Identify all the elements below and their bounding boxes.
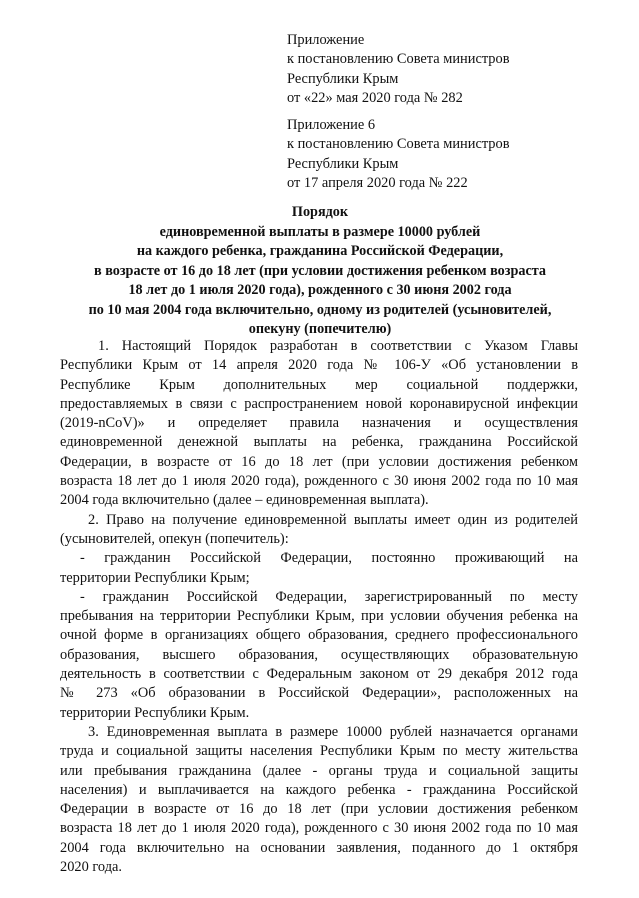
body-line: предоставляемых в связи с распространением новой коронавирусной инфекции xyxy=(60,395,578,412)
title-line: в возрасте от 16 до 18 лет (при условии достижения ребенком возраста xyxy=(93,262,546,279)
title-line: по 10 мая 2004 года включительно, одному из родителей (усыновителей, xyxy=(88,301,552,318)
body-line: 2020 года. xyxy=(60,859,123,876)
body-line: 3. Единовременная выплата в размере 10000 рублей назначается органами xyxy=(88,723,578,740)
document-title xyxy=(40,203,600,340)
body-line: Республики Крым от 14 апреля 2020 года № 106-У «Об установлении в xyxy=(60,357,578,374)
title-line: единовременной выплаты в размере 10000 рублей xyxy=(159,223,481,240)
body-line: единовременной денежной выплаты на ребенка, гражданина Российской xyxy=(60,434,578,451)
title-line: на каждого ребенка, гражданина Российской Федерации, xyxy=(136,243,504,259)
paragraph-1 xyxy=(60,337,578,511)
body-line: (усыновителей, опекун (попечитель): xyxy=(60,530,289,547)
body-line: 1. Настоящий Порядок разработан в соответствии с Указом Главы xyxy=(98,338,578,354)
paragraph-2-item-2 xyxy=(60,588,578,723)
body-line: - гражданин Российской Федерации, зарегистрированный по месту xyxy=(80,588,578,605)
body-line: территории Республики Крым. xyxy=(60,704,250,721)
appendix-date-number: от 17 апреля 2020 года № 222 xyxy=(287,174,468,191)
body-line: возраста 18 лет до 1 июля 2020 года), рожденного с 30 июня 2002 года по 10 мая xyxy=(60,473,578,490)
paragraph-2 xyxy=(60,511,578,550)
body-line: 2004 года включительно на основании заявления, поданного до 1 октября xyxy=(60,839,578,856)
appendix-region: Республики Крым xyxy=(287,155,399,172)
body-line: труда и социальной защиты населения Республики Крым по месту жительства xyxy=(60,743,578,760)
document-body xyxy=(60,337,578,877)
appendix-region: Республики Крым xyxy=(287,70,399,87)
body-line: 2004 года включительно (далее – единовременная выплата). xyxy=(60,492,429,509)
body-line: № 273 «Об образовании в Российской Федерации», расположенных на xyxy=(60,685,578,702)
body-line: пребывания на территории Республики Крым, при условии обучения ребенка на xyxy=(60,608,578,625)
body-line: образования, высшего образования, осуществляющих образовательную xyxy=(60,646,578,663)
body-line: 2. Право на получение единовременной выплаты имеет один из родителей xyxy=(88,511,578,528)
body-line: Федерации, в возрасте от 16 до 18 лет (при условии достижения ребенком xyxy=(60,453,578,470)
body-line: очной форме в организациях общего образования, среднего профессионального xyxy=(60,627,578,644)
appendix-header-secondary xyxy=(287,116,510,193)
body-line: населения) и выплачивается на каждого ребенка - гражданина Российской xyxy=(60,781,578,798)
appendix-label: Приложение xyxy=(287,32,365,48)
appendix-resolution-ref: к постановлению Совета министров xyxy=(287,136,510,153)
body-line: - гражданин Российской Федерации, постоянно проживающий на xyxy=(80,550,578,567)
appendix-header-primary xyxy=(287,31,510,108)
body-line: или пребывания гражданина (далее - органы труда и социальной защиты xyxy=(60,762,578,779)
appendix-resolution-ref: к постановлению Совета министров xyxy=(287,51,510,68)
body-line: возраста 18 лет до 1 июля 2020 года), рожденного с 30 июня 2002 года по 10 мая xyxy=(60,820,578,837)
body-line: деятельность в соответствии с Федеральным законом от 29 декабря 2012 года xyxy=(60,666,578,683)
paragraph-3 xyxy=(60,723,578,877)
appendix-date-number: от «22» мая 2020 года № 282 xyxy=(287,89,463,106)
body-line: Федерации в возрасте от 16 до 18 лет (при условии достижения ребенком xyxy=(60,801,578,818)
title-line: Порядок xyxy=(291,204,349,220)
body-line: (2019-nCoV)» и определяет правила назначения и осуществления xyxy=(60,415,578,432)
paragraph-2-item-1 xyxy=(60,549,578,588)
appendix-label: Приложение 6 xyxy=(287,117,376,133)
body-line: территории Республики Крым; xyxy=(60,569,250,586)
title-line: опекуну (попечителю) xyxy=(248,321,392,337)
title-line: 18 лет до 1 июля 2020 года), рожденного с 30 июня 2002 года xyxy=(128,282,512,298)
body-line: Республике Крым дополнительных мер социальной поддержки, xyxy=(60,376,578,393)
